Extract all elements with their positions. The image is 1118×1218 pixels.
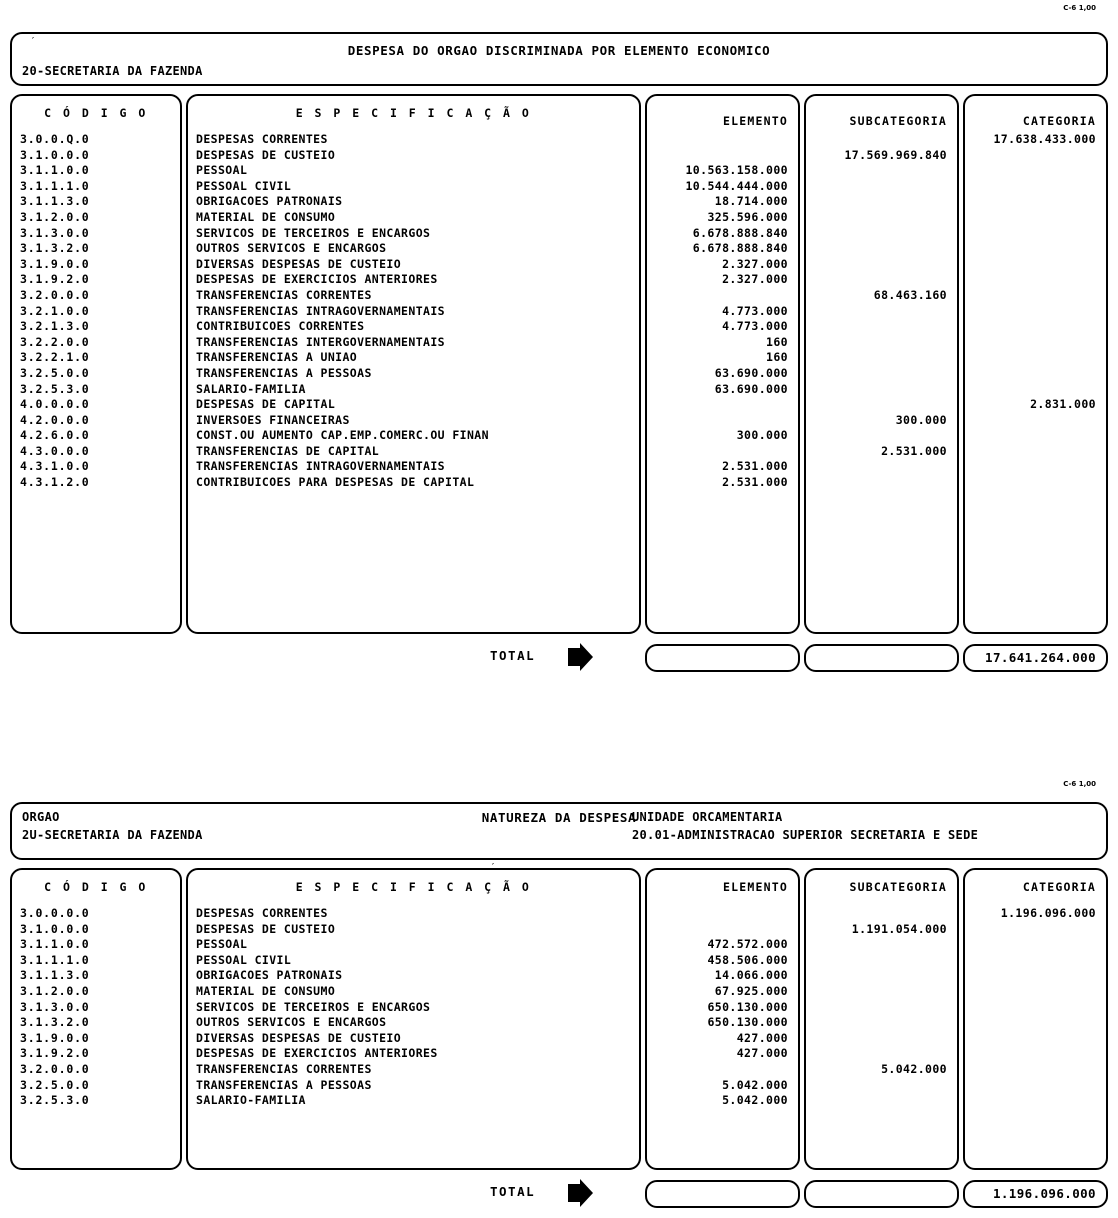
table-row <box>814 272 947 288</box>
column-body-elemento <box>647 906 798 1109</box>
table-row <box>814 397 947 413</box>
table-row: 3.0.0.Q.0 <box>20 132 90 146</box>
arrow-right-icon <box>566 1178 596 1208</box>
section-natureza-da-despesa <box>10 780 1108 1218</box>
table-row: 2.327.000 <box>722 256 788 271</box>
table-row <box>814 1000 947 1016</box>
table-row: 3.1.0.0.0 <box>20 147 90 162</box>
table-row: 2.531.000 <box>722 475 788 490</box>
table-row <box>973 1031 1096 1047</box>
table-row: CONTRIBUICOES PARA DESPESAS DE CAPITAL <box>196 475 475 490</box>
column-codigo <box>10 94 182 634</box>
table-row <box>973 428 1096 444</box>
table-row: 3.1.1.1.0 <box>20 952 90 967</box>
table-row: OUTROS SERVICOS E ENCARGOS <box>196 1015 387 1030</box>
total-box-subcategoria <box>804 1180 959 1208</box>
table-row <box>814 226 947 242</box>
table-row <box>973 241 1096 257</box>
total-label: TOTAL <box>490 1184 536 1199</box>
table-row: MATERIAL DE CONSUMO <box>196 983 336 998</box>
section-orgao-elemento-economico <box>10 4 1108 682</box>
table-row: 4.3.0.0.0 <box>20 443 90 458</box>
table-row: 3.0.0.0.0 <box>20 906 90 920</box>
column-header-subcategoria: SUBCATEGORIA <box>849 114 947 128</box>
column-body-codigo <box>12 906 180 1109</box>
table-row: TRANSFERENCIAS INTRAGOVERNAMENTAIS <box>196 459 446 474</box>
table-row <box>973 1078 1096 1094</box>
table-row: 3.1.1.0.0 <box>20 937 90 952</box>
table-row: 4.2.0.0.0 <box>20 412 90 427</box>
column-body-subcategoria <box>806 906 957 1109</box>
table-row <box>655 413 788 429</box>
table-row: 18.714.000 <box>714 194 788 209</box>
table-row <box>973 226 1096 242</box>
table-row: OBRIGACOES PATRONAIS <box>196 194 343 209</box>
table-row <box>973 984 1096 1000</box>
table-row: 3.1.3.0.0 <box>20 999 90 1014</box>
total-box-categoria <box>963 644 1108 672</box>
column-header-elemento: ELEMENTO <box>723 114 788 128</box>
table-row <box>814 906 947 922</box>
table-row: 5.042.000 <box>881 1061 947 1076</box>
column-body-categoria <box>965 132 1106 491</box>
column-elemento <box>645 94 800 634</box>
table-row: TRANSFERENCIAS CORRENTES <box>196 287 372 302</box>
table-row: DESPESAS CORRENTES <box>196 906 328 920</box>
table-row <box>973 163 1096 179</box>
table-row <box>973 1000 1096 1016</box>
table-row: 3.1.2.0.0 <box>20 983 90 998</box>
table-row: 3.2.5.0.0 <box>20 1077 90 1092</box>
column-header-especificacao: E S P E C I F I C A Ç Ã O <box>295 880 532 894</box>
table-row: 3.1.9.0.0 <box>20 1030 90 1045</box>
column-elemento <box>645 868 800 1170</box>
table-row: 63.690.000 <box>714 365 788 380</box>
form-code-top: C-6 1,00 <box>1063 4 1096 12</box>
column-header-codigo: C Ó D I G O <box>44 880 148 894</box>
table-row <box>973 148 1096 164</box>
total-box-elemento <box>645 1180 800 1208</box>
table-row <box>973 444 1096 460</box>
column-subcategoria <box>804 94 959 634</box>
table-row: DESPESAS DE EXERCICIOS ANTERIORES <box>196 1046 438 1061</box>
section2-table <box>10 868 1108 1170</box>
table-row <box>973 475 1096 491</box>
table-row <box>814 241 947 257</box>
section2-unidade-value: 20.01-ADMINISTRACAO SUPERIOR SECRETARIA E SEDE <box>632 828 979 842</box>
table-row <box>814 350 947 366</box>
table-row: 472.572.000 <box>707 937 788 952</box>
table-row: 3.1.3.2.0 <box>20 1015 90 1030</box>
column-especificacao <box>186 868 641 1170</box>
table-row <box>973 382 1096 398</box>
column-body-especificacao <box>188 906 639 1109</box>
table-row: PESSOAL CIVIL <box>196 178 292 193</box>
table-row: 300.000 <box>895 412 947 427</box>
table-row <box>655 148 788 164</box>
table-row <box>973 272 1096 288</box>
section1-header-box <box>10 32 1108 86</box>
table-row: OUTROS SERVICOS E ENCARGOS <box>196 241 387 256</box>
section1-total-row <box>10 642 1108 682</box>
total-label: TOTAL <box>490 648 536 663</box>
table-row <box>973 210 1096 226</box>
table-row: 3.1.2.0.0 <box>20 209 90 224</box>
table-row: 1.196.096.000 <box>1000 906 1096 920</box>
table-row <box>814 1015 947 1031</box>
table-row: 3.1.1.0.0 <box>20 163 90 178</box>
table-row: SERVICOS DE TERCEIROS E ENCARGOS <box>196 999 431 1014</box>
table-row: PESSOAL CIVIL <box>196 952 292 967</box>
table-row: 300.000 <box>736 428 788 443</box>
table-row <box>973 335 1096 351</box>
section2-orgao-label: ORGAO <box>22 810 60 824</box>
table-row <box>973 459 1096 475</box>
section2-total-row <box>10 1178 1108 1218</box>
table-row: TRANSFERENCIAS A UNIAO <box>196 350 358 365</box>
table-row: SERVICOS DE TERCEIROS E ENCARGOS <box>196 225 431 240</box>
form-code-bottom: C-6 1,00 <box>1063 780 1096 788</box>
table-row: 3.1.3.0.0 <box>20 225 90 240</box>
table-row: 3.2.1.3.0 <box>20 319 90 334</box>
table-row <box>814 1093 947 1109</box>
table-row: 2.327.000 <box>722 272 788 287</box>
table-row: DIVERSAS DESPESAS DE CUSTEIO <box>196 256 402 271</box>
table-row: 14.066.000 <box>714 968 788 983</box>
table-row: 68.463.160 <box>873 287 947 302</box>
table-row: MATERIAL DE CONSUMO <box>196 209 336 224</box>
section2-unidade-label: UNIDADE ORCAMENTARIA <box>632 810 783 824</box>
table-row: DESPESAS DE CUSTEIO <box>196 921 336 936</box>
table-row: 3.1.1.3.0 <box>20 968 90 983</box>
table-row <box>814 335 947 351</box>
table-row: 4.3.1.2.0 <box>20 475 90 490</box>
table-row: 427.000 <box>736 1046 788 1061</box>
table-row: 4.3.1.0.0 <box>20 459 90 474</box>
table-row <box>814 382 947 398</box>
column-body-subcategoria <box>806 132 957 491</box>
table-row: DESPESAS CORRENTES <box>196 132 328 146</box>
table-row: DESPESAS DE CUSTEIO <box>196 147 336 162</box>
table-row <box>973 1062 1096 1078</box>
column-categoria <box>963 868 1108 1170</box>
table-row: 4.773.000 <box>722 303 788 318</box>
column-body-categoria <box>965 906 1106 1109</box>
table-row: 5.042.000 <box>722 1077 788 1092</box>
table-row: 2.831.000 <box>1030 397 1096 412</box>
table-row: 6.678.888.840 <box>692 241 788 256</box>
table-row: 5.042.000 <box>722 1093 788 1108</box>
table-row <box>973 350 1096 366</box>
table-row <box>814 194 947 210</box>
column-body-codigo <box>12 132 180 491</box>
table-row: 3.1.9.0.0 <box>20 256 90 271</box>
table-row: 3.2.5.3.0 <box>20 381 90 396</box>
table-row: 650.130.000 <box>707 999 788 1014</box>
table-row: 3.2.1.0.0 <box>20 303 90 318</box>
table-row: 10.563.158.000 <box>685 163 788 178</box>
table-row: 10.544.444.000 <box>685 178 788 193</box>
column-header-categoria: CATEGORIA <box>1022 880 1096 894</box>
table-row <box>814 179 947 195</box>
table-row: 4.2.6.0.0 <box>20 428 90 443</box>
table-row <box>814 132 947 148</box>
column-header-especificacao: E S P E C I F I C A Ç Ã O <box>295 106 532 120</box>
table-row: PESSOAL <box>196 937 248 952</box>
total-value-categoria: 17.641.264.000 <box>985 650 1096 665</box>
table-row <box>814 475 947 491</box>
table-row <box>973 953 1096 969</box>
table-row <box>973 413 1096 429</box>
table-row: 4.0.0.0.0 <box>20 397 90 412</box>
table-row <box>655 288 788 304</box>
table-row: 3.1.0.0.0 <box>20 921 90 936</box>
table-row: CONTRIBUICOES CORRENTES <box>196 319 365 334</box>
column-especificacao <box>186 94 641 634</box>
table-row <box>655 397 788 413</box>
table-row <box>814 210 947 226</box>
table-row <box>814 428 947 444</box>
table-row: 3.2.2.1.0 <box>20 350 90 365</box>
table-row: 3.2.5.3.0 <box>20 1093 90 1108</box>
table-row <box>655 132 788 148</box>
table-row: 2.531.000 <box>722 459 788 474</box>
table-row: 3.1.9.2.0 <box>20 272 90 287</box>
table-row: 3.2.2.0.0 <box>20 334 90 349</box>
table-row: 17.569.969.840 <box>844 147 947 162</box>
column-body-especificacao <box>188 132 639 491</box>
table-row: 3.2.0.0.0 <box>20 287 90 302</box>
table-row: 650.130.000 <box>707 1015 788 1030</box>
table-row <box>973 937 1096 953</box>
table-row: PESSOAL <box>196 163 248 178</box>
table-row: TRANSFERENCIAS CORRENTES <box>196 1061 372 1076</box>
section2-title: NATUREZA DA DESPESA <box>481 810 637 825</box>
table-row: DESPESAS DE CAPITAL <box>196 397 336 412</box>
table-row <box>973 1015 1096 1031</box>
table-row <box>655 444 788 460</box>
table-row <box>973 257 1096 273</box>
table-row <box>655 906 788 922</box>
column-subcategoria <box>804 868 959 1170</box>
table-row: 1.191.054.000 <box>851 921 947 936</box>
column-header-subcategoria: SUBCATEGORIA <box>849 880 947 894</box>
table-row: 3.2.5.0.0 <box>20 365 90 380</box>
table-row: 458.506.000 <box>707 952 788 967</box>
table-row: TRANSFERENCIAS INTERGOVERNAMENTAIS <box>196 334 446 349</box>
table-row: TRANSFERENCIAS A PESSOAS <box>196 1077 372 1092</box>
table-row <box>973 288 1096 304</box>
table-row: INVERSOES FINANCEIRAS <box>196 412 350 427</box>
total-box-elemento <box>645 644 800 672</box>
table-row <box>814 459 947 475</box>
section1-orgao: 20-SECRETARIA DA FAZENDA <box>22 64 203 78</box>
table-row: 427.000 <box>736 1030 788 1045</box>
table-row <box>973 1093 1096 1109</box>
table-row: 3.1.1.1.0 <box>20 178 90 193</box>
header-tick-mark: ′ <box>30 36 37 47</box>
table-row: CONST.OU AUMENTO CAP.EMP.COMERC.OU FINAN <box>196 428 489 443</box>
table-row: SALARIO-FAMILIA <box>196 1093 306 1108</box>
table-row <box>814 937 947 953</box>
column-body-elemento <box>647 132 798 491</box>
total-box-categoria <box>963 1180 1108 1208</box>
table-row: TRANSFERENCIAS A PESSOAS <box>196 365 372 380</box>
column-header-categoria: CATEGORIA <box>1022 114 1096 128</box>
table-row <box>814 968 947 984</box>
table-row <box>973 366 1096 382</box>
table-row: SALARIO-FAMILIA <box>196 381 306 396</box>
table-row: 3.1.9.2.0 <box>20 1046 90 1061</box>
table-row: 3.2.0.0.0 <box>20 1061 90 1076</box>
table-row: 6.678.888.840 <box>692 225 788 240</box>
table-row: TRANSFERENCIAS INTRAGOVERNAMENTAIS <box>196 303 446 318</box>
total-value-categoria: 1.196.096.000 <box>992 1186 1096 1201</box>
table-row: DIVERSAS DESPESAS DE CUSTEIO <box>196 1030 402 1045</box>
table-row: 160 <box>766 350 788 365</box>
section1-table <box>10 94 1108 634</box>
table-row: 3.1.1.3.0 <box>20 194 90 209</box>
table-row <box>814 163 947 179</box>
total-box-subcategoria <box>804 644 959 672</box>
table-row: 3.1.3.2.0 <box>20 241 90 256</box>
section2-header-box <box>10 802 1108 860</box>
table-row <box>814 1046 947 1062</box>
table-row <box>973 319 1096 335</box>
table-row <box>655 1062 788 1078</box>
table-row <box>814 1078 947 1094</box>
section1-title: DESPESA DO ORGAO DISCRIMINADA POR ELEMENTO ECONOMICO <box>347 43 771 58</box>
table-row: 325.596.000 <box>707 209 788 224</box>
column-header-elemento: ELEMENTO <box>723 880 788 894</box>
table-row: DESPESAS DE EXERCICIOS ANTERIORES <box>196 272 438 287</box>
arrow-right-icon <box>566 642 596 672</box>
table-row <box>814 1031 947 1047</box>
table-row: 17.638.433.000 <box>993 132 1096 146</box>
table-row <box>973 922 1096 938</box>
table-row: 63.690.000 <box>714 381 788 396</box>
table-row: 2.531.000 <box>881 443 947 458</box>
table-row <box>814 366 947 382</box>
table-row: 4.773.000 <box>722 319 788 334</box>
table-row: TRANSFERENCIAS DE CAPITAL <box>196 443 380 458</box>
table-row <box>973 194 1096 210</box>
table-row: 160 <box>766 334 788 349</box>
table-row <box>973 968 1096 984</box>
column-header-codigo: C Ó D I G O <box>44 106 148 120</box>
column-categoria <box>963 94 1108 634</box>
table-row <box>814 319 947 335</box>
table-row <box>973 179 1096 195</box>
table-row <box>814 984 947 1000</box>
table-row <box>814 304 947 320</box>
table-row <box>814 953 947 969</box>
column-codigo <box>10 868 182 1170</box>
table-row <box>655 922 788 938</box>
table-row <box>973 304 1096 320</box>
section2-orgao-value: 2U-SECRETARIA DA FAZENDA <box>22 828 203 842</box>
table-row <box>973 1046 1096 1062</box>
table-row: 67.925.000 <box>714 983 788 998</box>
table-row: OBRIGACOES PATRONAIS <box>196 968 343 983</box>
table-row <box>814 257 947 273</box>
